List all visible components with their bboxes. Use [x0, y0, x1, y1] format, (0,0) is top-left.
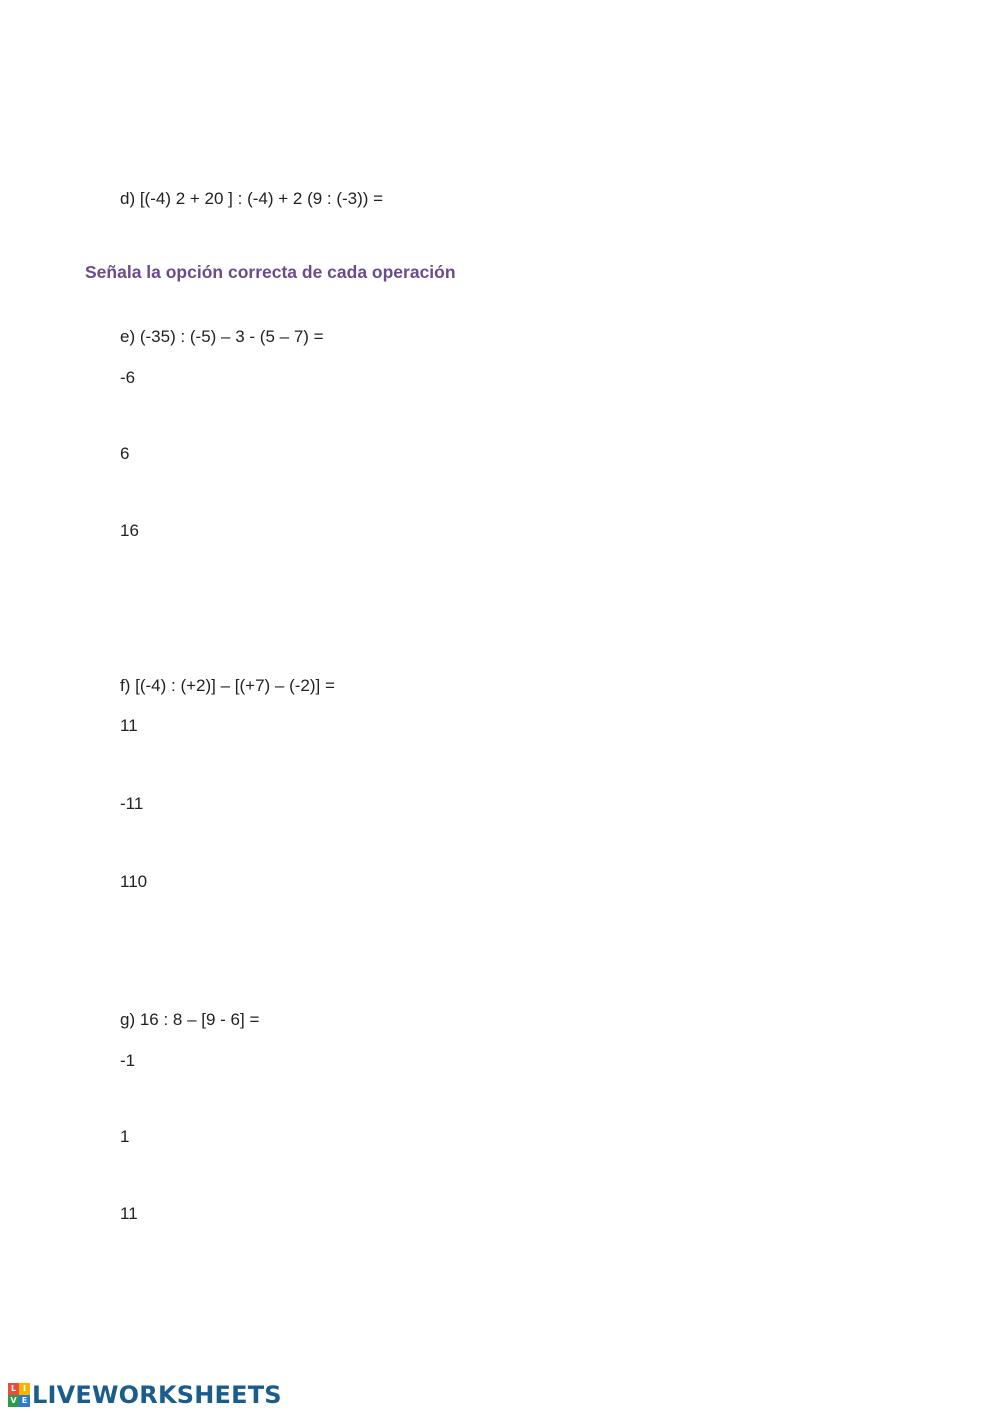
exercise-f-option-2[interactable]: -11 — [120, 794, 144, 813]
exercise-g-option-2[interactable]: 1 — [120, 1127, 130, 1146]
exercise-f-option-1[interactable]: 11 — [120, 716, 138, 735]
section-heading: Señala la opción correcta de cada operación — [85, 262, 456, 282]
exercise-d-question: d) [(-4) 2 + 20 ] : (-4) + 2 (9 : (-3)) = — [120, 189, 384, 208]
exercise-f-option-3[interactable]: 110 — [120, 872, 148, 891]
exercise-e-option-3[interactable]: 16 — [120, 521, 139, 540]
exercise-e-question: e) (-35) : (-5) – 3 - (5 – 7) = — [120, 327, 324, 346]
liveworksheets-logo — [8, 1381, 282, 1409]
exercise-e-option-1[interactable]: -6 — [120, 368, 136, 387]
exercise-e-option-2[interactable]: 6 — [120, 444, 130, 463]
exercise-g-question: g) 16 : 8 – [9 - 6] = — [120, 1010, 260, 1029]
liveworksheets-icon: L I V E — [8, 1383, 30, 1407]
exercise-g-option-1[interactable]: -1 — [120, 1051, 136, 1070]
brand-name: LIVEWORKSHEETS — [32, 1381, 282, 1409]
exercise-g-option-3[interactable]: 11 — [120, 1204, 138, 1223]
exercise-f-question: f) [(-4) : (+2)] – [(+7) – (-2)] = — [120, 676, 335, 695]
